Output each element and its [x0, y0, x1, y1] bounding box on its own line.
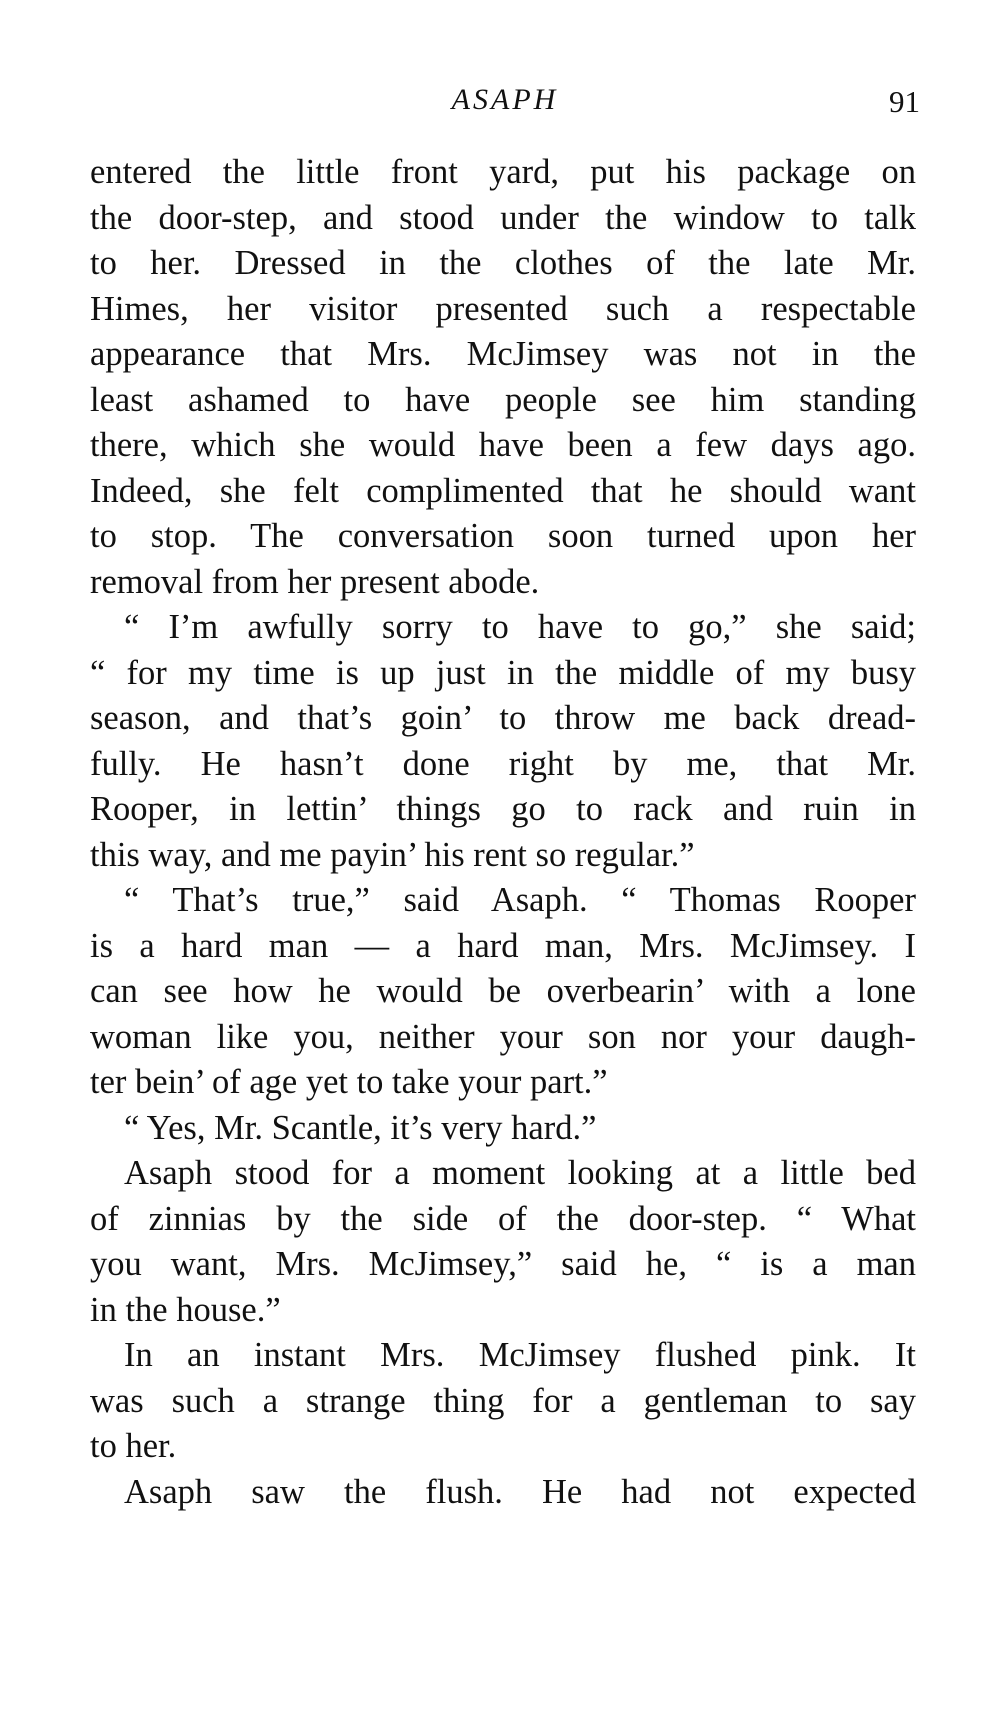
text-line: “ Yes, Mr. Scantle, it’s very hard.”: [124, 1108, 597, 1147]
text-line: woman like you, neither your son nor your daugh-: [90, 1017, 916, 1056]
text-line: In an instant Mrs. McJimsey flushed pink. It: [124, 1336, 916, 1374]
text-line: entered the little front yard, put his package on: [90, 153, 916, 191]
page-number: 91: [889, 84, 920, 119]
text-line: least ashamed to have people see him standing: [90, 380, 916, 419]
paragraph: [90, 1106, 916, 1152]
text-line: to her.: [90, 1427, 177, 1465]
paragraph: [90, 878, 916, 1106]
text-line: “ That’s true,” said Asaph. “ Thomas Rooper: [124, 881, 916, 919]
paragraph: [90, 1470, 916, 1516]
text-line: season, and that’s goin’ to throw me back dread-: [90, 699, 916, 737]
body-text: [90, 150, 916, 1515]
text-line: is a hard man — a hard man, Mrs. McJimsey. I: [90, 926, 916, 965]
text-line: fully. He hasn’t done right by me, that Mr.: [90, 744, 916, 783]
text-line: of zinnias by the side of the door-step. “ What: [90, 1199, 916, 1238]
text-line: ter bein’ of age yet to take your part.”: [90, 1063, 608, 1101]
text-line: this way, and me payin’ his rent so regular.”: [90, 835, 695, 874]
text-line: “ I’m awfully sorry to have to go,” she said;: [124, 608, 916, 646]
paragraph: [90, 1151, 916, 1333]
text-line: removal from her present abode.: [90, 562, 540, 601]
running-title: ASAPH: [451, 83, 559, 116]
text-line: there, which she would have been a few days ago.: [90, 426, 916, 464]
running-head: [90, 78, 920, 122]
paragraph: [90, 150, 916, 605]
text-line: to stop. The conversation soon turned upon her: [90, 517, 916, 555]
text-line: you want, Mrs. McJimsey,” said he, “ is a man: [90, 1245, 916, 1283]
text-line: the door-step, and stood under the window to talk: [90, 198, 916, 237]
text-line: appearance that Mrs. McJimsey was not in the: [90, 335, 916, 373]
text-line: Indeed, she felt complimented that he should want: [90, 471, 916, 510]
text-line: was such a strange thing for a gentleman to say: [90, 1381, 916, 1420]
text-line: to her. Dressed in the clothes of the late Mr.: [90, 244, 916, 282]
text-line: Asaph saw the flush. He had not expected: [124, 1472, 916, 1511]
text-line: Himes, her visitor presented such a respectable: [90, 289, 916, 328]
text-line: Rooper, in lettin’ things go to rack and ruin in: [90, 790, 916, 828]
text-line: Asaph stood for a moment looking at a little bed: [124, 1154, 916, 1192]
paragraph: [90, 1333, 916, 1470]
text-line: “ for my time is up just in the middle of my busy: [90, 653, 916, 692]
paragraph: [90, 605, 916, 878]
text-line: can see how he would be overbearin’ with a lone: [90, 972, 916, 1010]
text-line: in the house.”: [90, 1290, 281, 1329]
